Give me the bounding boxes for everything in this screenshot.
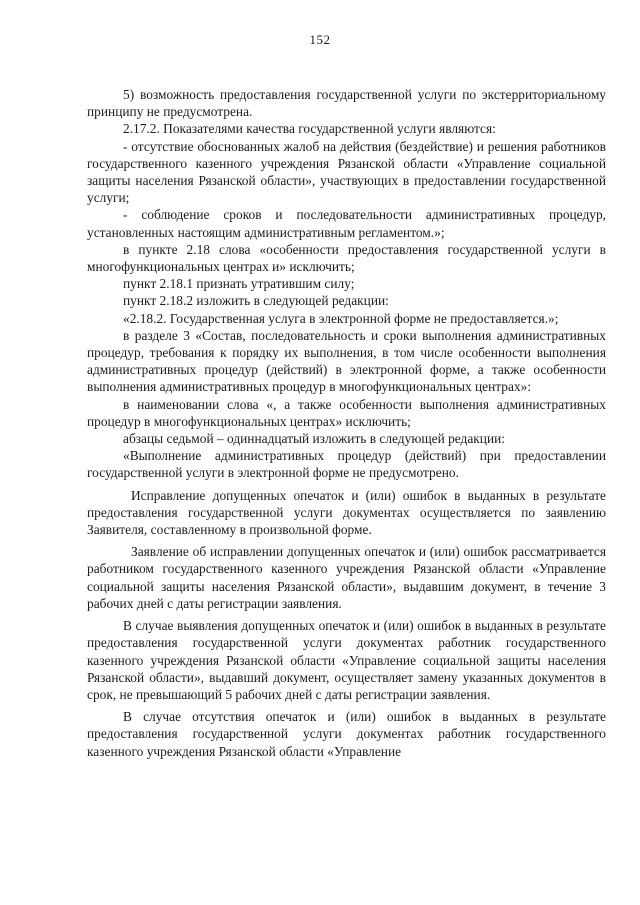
- paragraph-deadlines: - соблюдение сроков и последовательности административных процедур, установленных настоящим административным регламентом.»;: [87, 207, 606, 240]
- paragraph-clause-2-18: в пункте 2.18 слова «особенности предоставления государственной услуги в многофункциональных центрах и» исключить;: [87, 241, 606, 275]
- page-number: 152: [309, 32, 331, 47]
- paragraph-clause-2-18-2: пункт 2.18.2 изложить в следующей редакции:: [123, 293, 389, 309]
- paragraph-correction-review: Заявление об исправлении допущенных опечаток и (или) ошибок рассматривается работником государственного казенного учреждения Рязанской области «Управление социальной защиты населения Рязанской области», выдавшим документ, в течение 3 рабочих дней с даты регистрации заявления.: [87, 544, 606, 611]
- paragraph-quality-indicators: 2.17.2. Показателями качества государственной услуги являются:: [123, 121, 496, 137]
- paragraph-clause-2-18-1: пункт 2.18.1 признать утратившим силу;: [123, 276, 355, 292]
- paragraph-clause-2-18-2-text: «2.18.2. Государственная услуга в электронной форме не предоставляется.»;: [123, 310, 559, 326]
- paragraph-section-3-title: в наименовании слова «, а также особенности выполнения административных процедур в многофункциональных центрах» исключить;: [87, 396, 606, 429]
- paragraph-electronic-form: «Выполнение административных процедур (действий) при предоставлении государственной услуги в электронной форме не предусмотрено.: [87, 448, 606, 481]
- paragraph-no-errors: В случае отсутствия опечаток и (или) ошибок в выданных в результате предоставления государственной услуги документах работник государственного казенного учреждения Рязанской области «Управление: [87, 709, 606, 759]
- paragraph-abzacy: абзацы седьмой – одиннадцатый изложить в следующей редакции:: [123, 431, 506, 447]
- document-body: [87, 86, 606, 760]
- paragraph-no-complaints: - отсутствие обоснованных жалоб на действия (бездействие) и решения работников государственного казенного учреждения Рязанской области «Управление социальной защиты населения Рязанской области», участвующих в предоставлении государственной услуги;: [87, 138, 606, 206]
- paragraph-correction-request: Исправление допущенных опечаток и (или) ошибок в выданных в результате предоставления государственной услуги документах осуществляется по заявлению Заявителя, составленному в произвольной форме.: [87, 487, 606, 538]
- paragraph-section-3: в разделе 3 «Состав, последовательность и сроки выполнения административных процедур, требования к порядку их выполнения, в том числе особенности выполнения административных процедур (действий) в электронной форме, а также особенности выполнения административных процедур в многофункциональных центрах»:: [87, 327, 606, 395]
- paragraph-extraterritorial: 5) возможность предоставления государственной услуги по экстерриториальному принципу не предусмотрена.: [87, 87, 606, 120]
- paragraph-errors-found: В случае выявления допущенных опечаток и (или) ошибок в выданных в результате предоставления государственной услуги документах работник государственного казенного учреждения Рязанской области «Управление социальной защиты населения Рязанской области», выдавший документ, осуществляет замену указанных документов в срок, не превышающий 5 рабочих дней с даты регистрации заявления.: [87, 618, 606, 702]
